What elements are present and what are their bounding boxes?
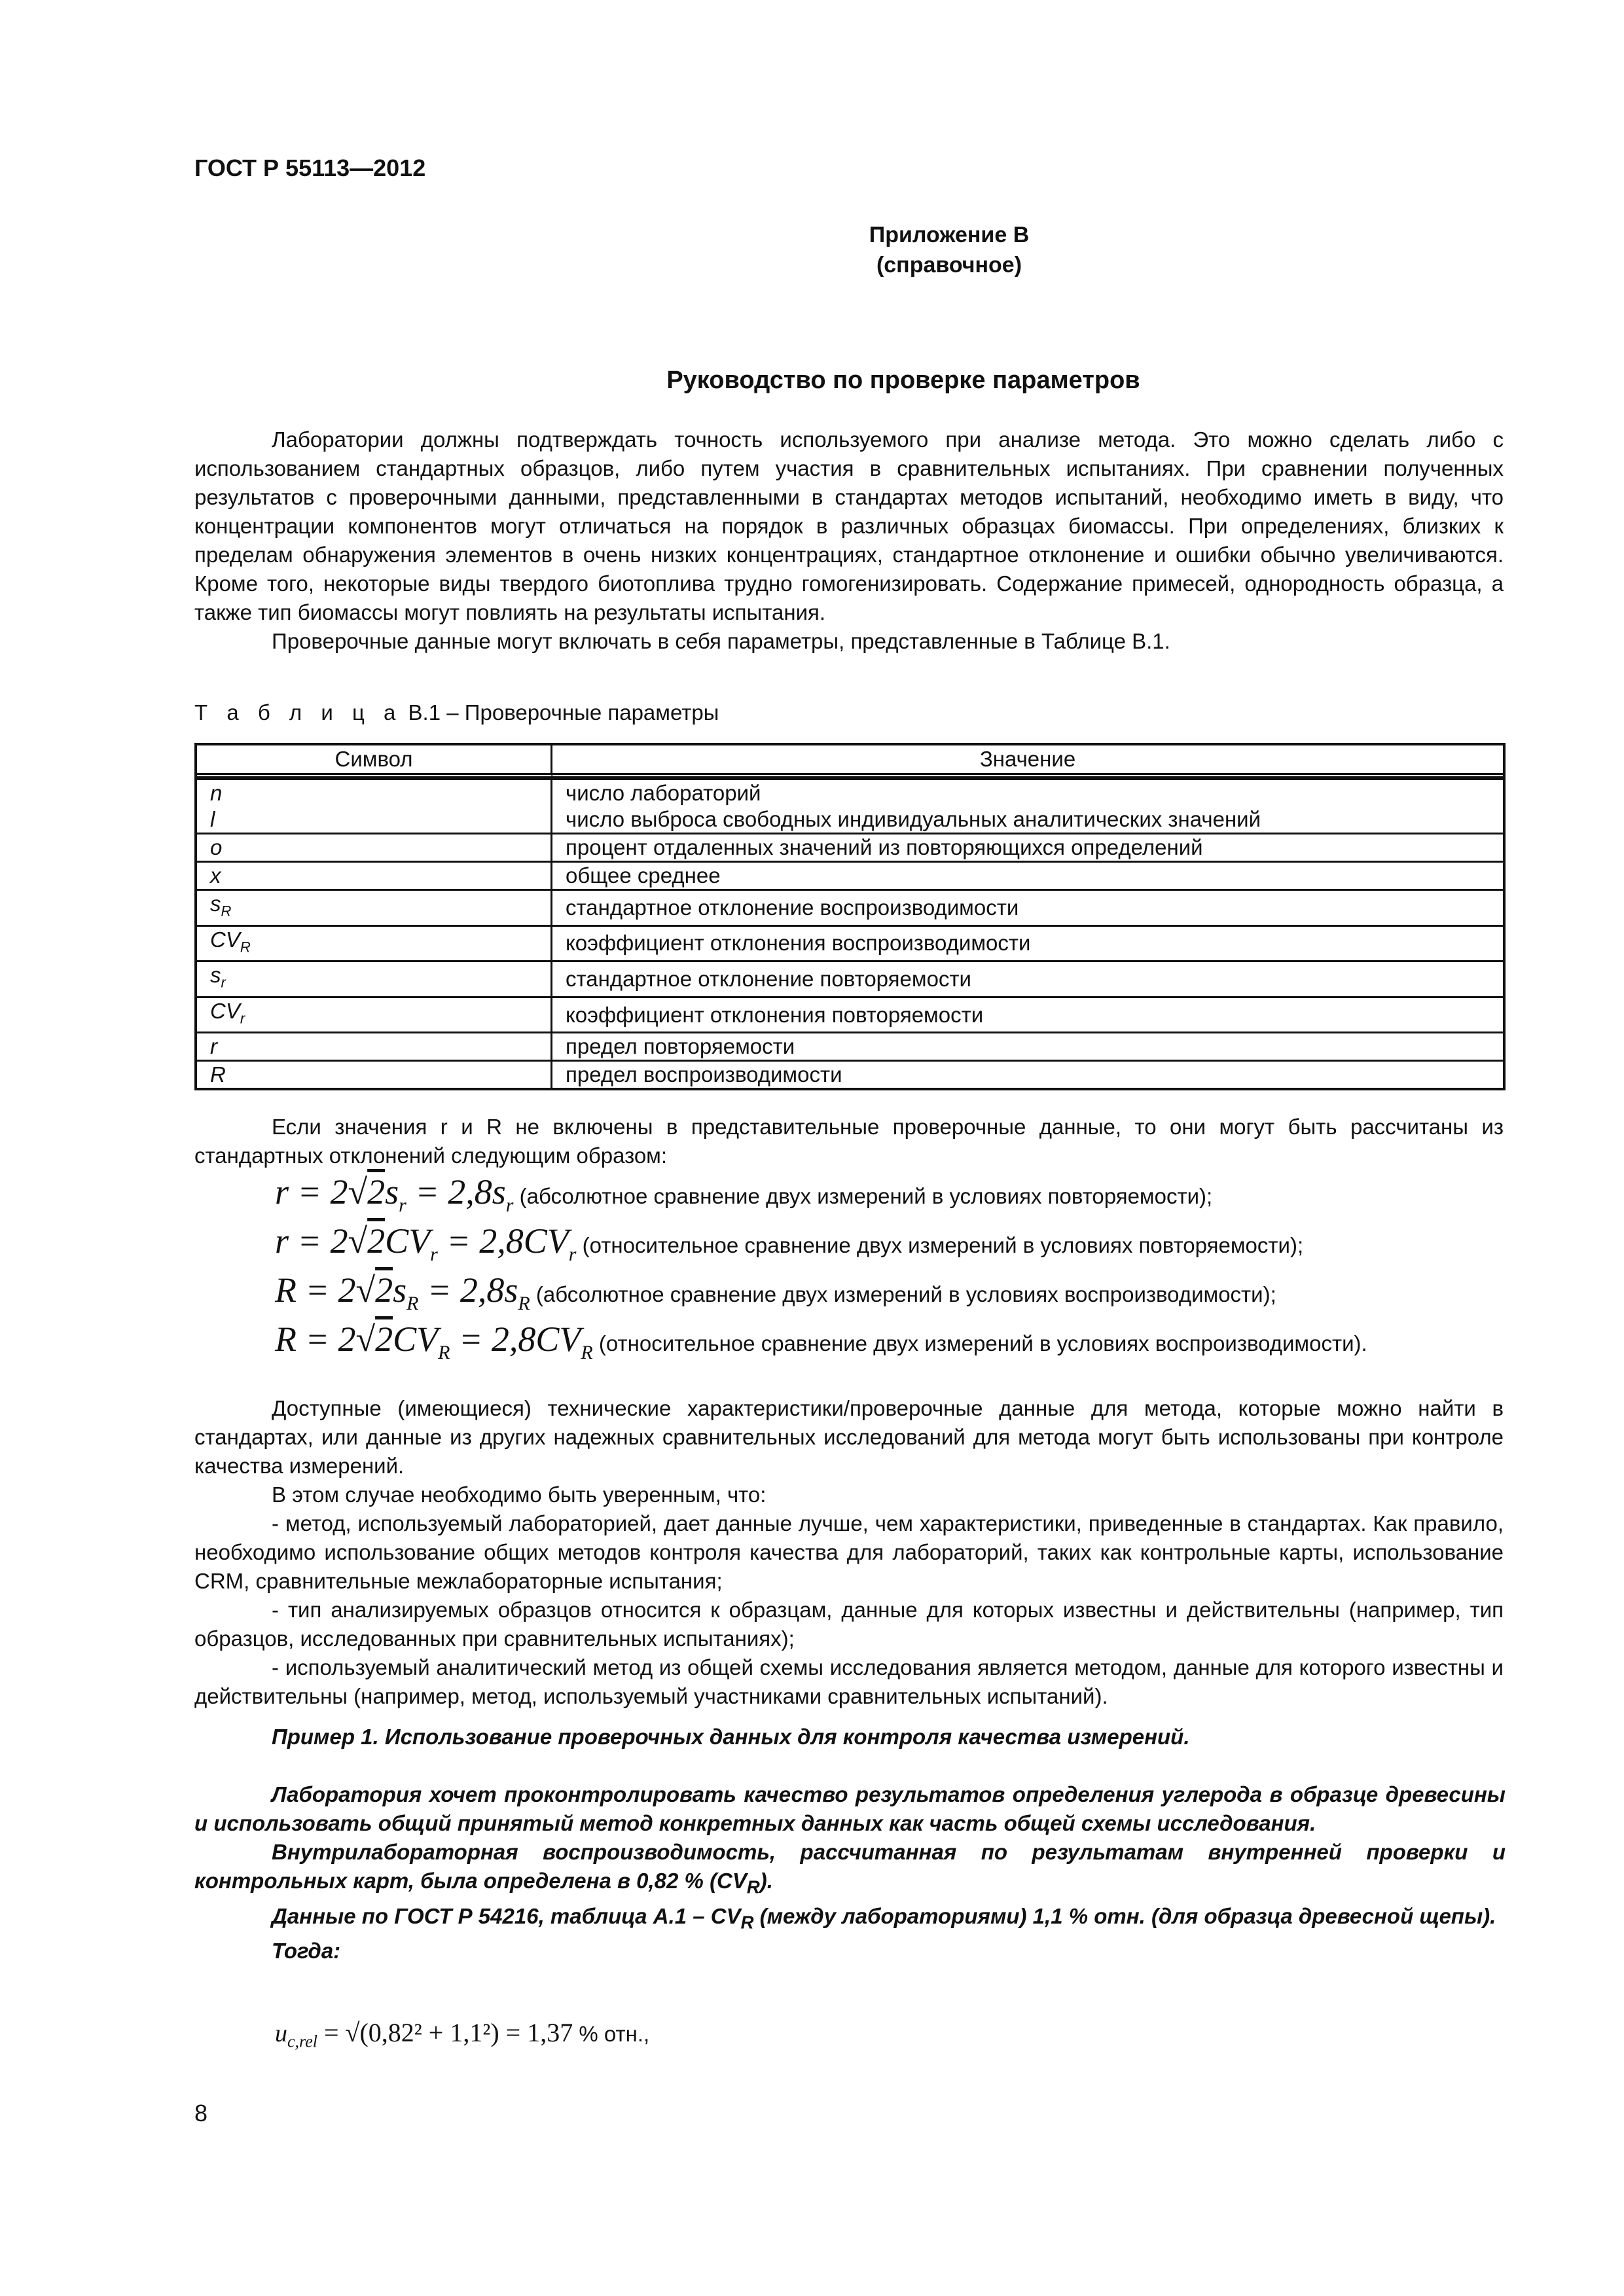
symbol-cell [197,960,552,996]
sqrt-icon: √ [355,1319,376,1359]
appendix-title: Приложение В [869,223,1030,247]
symbol-text: s [210,891,221,916]
table-row [197,1031,1503,1060]
formula-var-2: s [492,1172,506,1211]
symbol-text: o [210,835,223,859]
formula-math [275,1270,530,1314]
formula-description: (абсолютное сравнение двух измерений в условиях воспроизводимости); [530,1282,1276,1306]
intro-text [194,425,1504,656]
symbol-text: CV [210,998,240,1023]
formula-eq2: = 2,8 [418,1270,505,1310]
formula-radicand: 2 [367,1172,386,1211]
symbol-text: R [210,1062,226,1087]
formula-line [275,1319,1367,1364]
formula-eq: = 2 [289,1172,348,1211]
uncertainty-formula [275,2017,649,2052]
value-cell: общее среднее [552,861,1503,889]
formula-line [275,1172,1212,1217]
formula-description: (относительное сравнение двух измерений в условиях повторяемости); [576,1233,1304,1257]
table-row [197,806,1503,833]
header-symbol: Символ [197,745,552,778]
symbol-cell [197,806,552,833]
sqrt-icon: √ [348,1221,368,1261]
symbol-text: l [210,807,215,831]
formula-eq: = 2 [289,1221,348,1261]
uc-expression: = √(0,82² + 1,1²) = 1,37 [317,2018,573,2047]
table-row [197,861,1503,889]
symbol-subscript: R [221,903,232,920]
formula-radicand: 2 [375,1319,393,1359]
formula-math [275,1221,577,1265]
formula-eq2: = 2,8 [450,1319,536,1359]
table-row [197,996,1503,1032]
after-table-text [194,1113,1504,1170]
table-row [197,778,1503,806]
avail-paragraph-2: В этом случае необходимо быть уверенным, что: [272,1482,767,1507]
formula-description: (относительное сравнение двух измерений в условиях воспроизводимости). [592,1331,1367,1355]
intro-paragraph-1: Лаборатории должны подтверждать точность используемого при анализе метода. Это можно сделать либо с использованием стандартных образцов, либо путем участия в сравнительных испытаниях. При сравнении полученных результатов с проверочными данными, представленными в стандартах методов испытаний, необходимо иметь в виду, что концентрации компонентов могут отличаться на порядок в различных образцах биомассы. При определениях, близких к пределам обнаружения элементов в очень низких концентрациях, стандартное отклонение и ошибки обычно увеличиваются. Кроме того, некоторые виды твердого биотоплива трудно гомогенизировать. Содержание примесей, однородность образца, а также тип биомассы могут повлиять на результаты испытания. [194,427,1504,624]
formula-eq: = 2 [297,1270,356,1310]
value-cell: коэффициент отклонения воспроизводимости [552,925,1503,961]
formula-sub: R [438,1341,450,1363]
formula-var: CV [393,1319,439,1359]
intro-paragraph-2: Проверочные данные могут включать в себя параметры, представленные в Таблице В.1. [272,629,1170,653]
after-table-paragraph: Если значения r и R не включены в представительные проверочные данные, то они могут быть рассчитаны из стандартных отклонений следующим образом: [194,1115,1504,1168]
symbol-cell [197,861,552,889]
formula-var: CV [385,1221,431,1261]
symbol-cell [197,833,552,861]
formula-description: (абсолютное сравнение двух измерений в условиях повторяемости); [513,1184,1213,1208]
value-cell: стандартное отклонение воспроизводимости [552,889,1503,925]
avail-bullet-2: - тип анализируемых образцов относится к образцам, данные для которых известны и действительны (например, тип образцов, исследованных при сравнительных испытаниях); [194,1598,1504,1651]
value-cell: стандартное отклонение повторяемости [552,960,1503,996]
avail-bullet-3: - используемый аналитический метод из общей схемы исследования является методом, данные для которого известны и действительны (например, метод, используемый участниками сравнительных испытаний). [194,1655,1504,1708]
value-cell: число выброса свободных индивидуальных аналитических значений [566,807,1261,831]
formula-radicand: 2 [375,1270,393,1310]
uc-unit: % отн., [573,2022,650,2046]
example-paragraph-2 [194,1838,1506,1902]
formula-sub: r [399,1194,406,1216]
example-title-text: Пример 1. Использование проверочных данных для контроля качества измерений. [272,1725,1190,1749]
symbol-subscript: R [240,939,251,956]
symbol-cell [197,1060,552,1088]
formula-radicand: 2 [367,1221,386,1261]
value-cell: процент отдаленных значений из повторяющихся определений [552,833,1503,861]
example-body [194,1780,1506,1965]
example-title [194,1723,1506,1751]
avail-paragraph-1: Доступные (имеющиеся) технические характеристики/проверочные данные для метода, которые можно найти в стандартах, или данные из других надежных сравнительных исследований для метода могут быть использованы при контроле качества измерений. [194,1396,1504,1478]
appendix-subtitle: (справочное) [876,253,1022,278]
formula-var: s [385,1172,399,1211]
table-caption [194,700,719,725]
formula-line [275,1270,1276,1315]
symbol-text: n [210,781,223,805]
formula-sub-2: r [568,1243,577,1265]
formula-sub-2: r [505,1194,514,1216]
page-number: 8 [194,2100,208,2126]
formula-eq2: = 2,8 [437,1221,524,1261]
symbol-subscript: r [221,974,226,991]
formula-sub-2: R [581,1341,593,1363]
table-header-row [197,745,1503,778]
symbol-subscript: r [240,1010,245,1027]
formula-var: s [393,1270,407,1310]
value-cell: предел повторяемости [552,1031,1503,1060]
example-p3-sub: R [740,1912,754,1933]
example-paragraph-4: Тогда: [272,1939,341,1964]
formula-math [275,1319,593,1363]
value-cell: предел воспроизводимости [552,1060,1503,1088]
symbol-cell [197,925,552,961]
example-p2-sub: R [746,1876,760,1897]
formula-lhs: r [275,1172,289,1211]
value-cell: коэффициент отклонения повторяемости [552,996,1503,1032]
formula-lhs: r [275,1221,289,1261]
document-id: ГОСТ Р 55113—2012 [194,154,426,181]
symbol-cell [197,1031,552,1060]
example-paragraph-1: Лаборатория хочет проконтролировать качество результатов определения углерода в образце древесины и использовать общий принятый метод конкретных данных как часть общей схемы исследования. [194,1782,1506,1835]
value-cell: число лабораторий [552,778,1503,806]
example-p3-tail: (между лабораториями) 1,1 % отн. (для образца древесной щепы). [753,1903,1496,1928]
symbol-text: s [210,963,221,988]
table-caption-label: Т а б л и ц а [194,700,403,725]
formula-lhs: R [275,1319,297,1359]
sqrt-icon: √ [348,1172,368,1211]
sqrt-icon: √ [355,1270,376,1310]
formula-eq: = 2 [297,1319,356,1359]
uc-var [275,2020,317,2051]
formula-sub: r [430,1243,438,1265]
section-title: Руководство по проверке параметров [666,367,1140,394]
example-p3-text: Данные по ГОСТ Р 54216, таблица А.1 – CV [272,1903,741,1928]
uc-subscript: c,rel [287,2032,317,2051]
symbol-text: r [210,1034,217,1059]
example-paragraph-3 [194,1902,1506,1937]
header-value: Значение [552,745,1503,778]
table-row [197,1060,1503,1088]
table-row [197,889,1503,925]
formula-sub-2: R [518,1292,530,1314]
available-data-text [194,1394,1504,1711]
parameters-table [194,743,1506,1090]
formula-var-2: s [504,1270,518,1310]
table-row [197,833,1503,861]
table-caption-text: В.1 – Проверочные параметры [402,700,719,725]
symbol-text: x [210,863,221,888]
table-row [197,925,1503,961]
table-row [197,960,1503,996]
table-body [197,778,1503,1088]
formula-var-2: CV [535,1319,581,1359]
avail-bullet-1: - метод, используемый лабораторией, дает данные лучше, чем характеристики, приведенные в стандартах. Как правило, необходимо использование общих методов контроля качества для лабораторий, таких как контрольные карты, использование CRM, сравнительные межлабораторные испытания; [194,1511,1504,1593]
formula-var-2: CV [523,1221,569,1261]
symbol-cell [197,889,552,925]
formula-math [275,1172,514,1216]
example-p2-text: Внутрилабораторная воспроизводимость, рассчитанная по результатам внутренней проверки и контрольных карт, была определена в 0,82 % (CV [194,1840,1506,1893]
formula-line [275,1221,1303,1266]
formula-sub: R [406,1292,419,1314]
uc-symbol: u [275,2020,287,2047]
symbol-cell [197,996,552,1032]
symbol-text: CV [210,927,240,952]
symbol-cell [197,778,552,806]
formula-lhs: R [275,1270,297,1310]
formula-eq2: = 2,8 [406,1172,492,1211]
example-p2-tail: ). [759,1869,773,1893]
